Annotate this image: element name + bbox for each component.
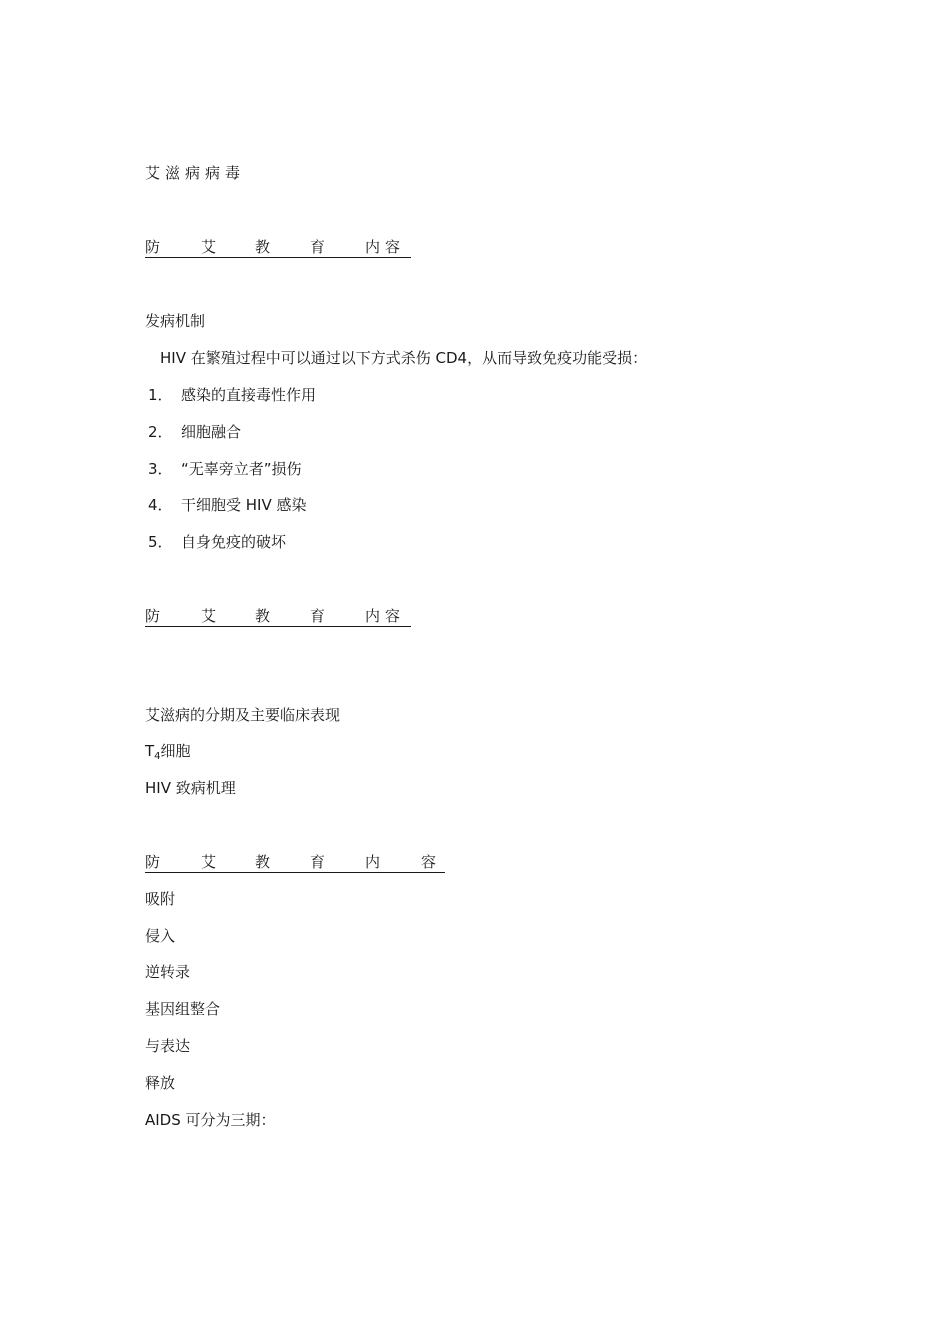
banner-char: 容 (385, 238, 401, 256)
banner-char: 防 (145, 238, 161, 256)
section-banner (145, 237, 411, 258)
list-text: 干细胞受 HIV 感染 (181, 496, 307, 514)
banner-char: 艾 (201, 853, 217, 871)
list-text: 感染的直接毒性作用 (181, 386, 317, 404)
banner-char: 防 (145, 607, 161, 625)
paragraph: HIV 在繁殖过程中可以通过以下方式杀伤 CD4，从而导致免疫功能受损： (160, 349, 648, 367)
paragraph: HIV 致病机理 (145, 779, 236, 797)
list-item: 逆转录 (145, 963, 191, 981)
section-banner (145, 852, 445, 873)
list-number: 5． (148, 533, 173, 551)
list-text: 细胞融合 (181, 423, 242, 441)
list-number: 2． (148, 423, 173, 441)
list-item: 基因组整合 (145, 1000, 221, 1018)
banner-char: 容 (421, 853, 437, 871)
list-item (148, 459, 302, 479)
list-item: 与表达 (145, 1037, 191, 1055)
cell-text: 细胞 (160, 742, 191, 760)
banner-char: 内 (365, 607, 381, 625)
banner-char: 教 (255, 238, 271, 256)
list-text: 自身免疫的破坏 (181, 533, 287, 551)
list-item: 释放 (145, 1074, 176, 1092)
banner-char: 育 (310, 607, 326, 625)
t-letter: T (145, 742, 155, 760)
banner-char: 艾 (201, 607, 217, 625)
list-item (148, 532, 286, 552)
list-text: “无辜旁立者”损伤 (181, 460, 302, 478)
list-number: 1． (148, 386, 173, 404)
list-item (148, 422, 241, 442)
list-item (148, 495, 307, 515)
list-number: 4． (148, 496, 173, 514)
banner-char: 内 (365, 238, 381, 256)
banner-char: 防 (145, 853, 161, 871)
subscript: 4 (154, 751, 161, 762)
banner-char: 教 (255, 853, 271, 871)
section-heading: 艾滋病的分期及主要临床表现 (145, 706, 341, 724)
banner-char: 育 (310, 853, 326, 871)
document-title: 艾滋病病毒 (145, 164, 246, 182)
list-item: 侵入 (145, 927, 176, 945)
banner-char: 育 (310, 238, 326, 256)
paragraph: AIDS 可分为三期： (145, 1111, 276, 1129)
section-banner (145, 606, 411, 627)
banner-char: 内 (365, 853, 381, 871)
banner-char: 容 (385, 607, 401, 625)
section-heading: 发病机制 (145, 312, 206, 330)
paragraph (145, 741, 191, 761)
banner-char: 教 (255, 607, 271, 625)
list-item: 吸附 (145, 890, 176, 908)
list-number: 3． (148, 460, 173, 478)
list-item (148, 385, 316, 405)
banner-char: 艾 (201, 238, 217, 256)
